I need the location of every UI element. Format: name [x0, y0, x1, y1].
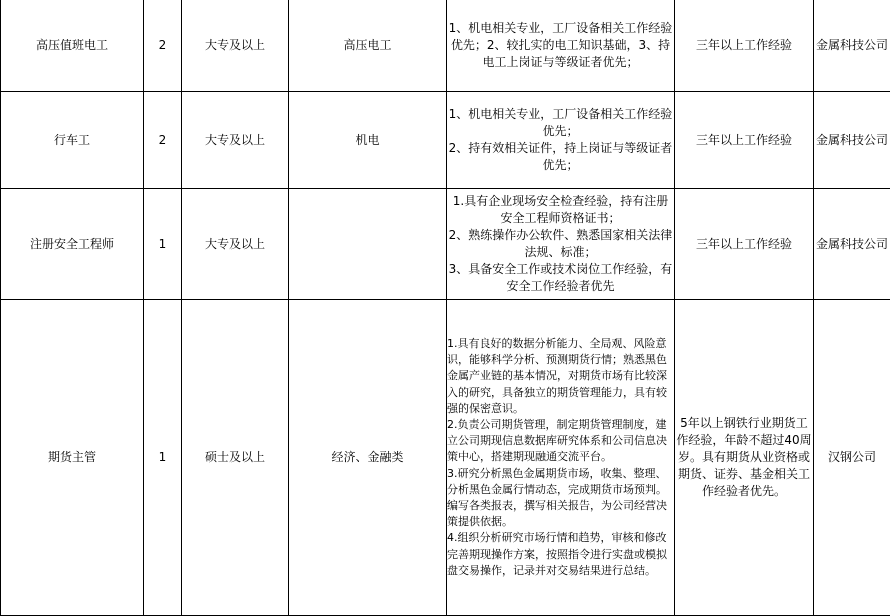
job-requirements: [447, 300, 675, 616]
requirement-item: 4.组织分析研究市场行情和趋势，审核和修改完善期现操作方案，按照指令进行实盘或模拟盘交易操作，记录并对交易结果进行总结。: [447, 530, 674, 579]
headcount: 1: [144, 300, 182, 616]
table-row: [1, 92, 890, 189]
table-row: [1, 189, 890, 300]
experience-requirement: 三年以上工作经验: [675, 92, 814, 189]
requirement-item: 2、熟练操作办公软件、熟悉国家相关法律法规、标准；: [447, 227, 674, 261]
major-requirement: 经济、金融类: [289, 300, 447, 616]
job-requirements: [447, 0, 675, 92]
requirement-item: 2.负责公司期货管理，制定期货管理制度，建立公司期现信息数据库研究体系和公司信息决策中心，搭建期现融通交流平台。: [447, 417, 674, 466]
requirement-item: 1、机电相关专业，工厂设备相关工作经验优先；: [447, 106, 674, 140]
headcount: 1: [144, 189, 182, 300]
hiring-company: 金属科技公司: [814, 189, 890, 300]
experience-requirement: 三年以上工作经验: [675, 0, 814, 92]
position-title: 高压值班电工: [1, 0, 144, 92]
position-title: 期货主管: [1, 300, 144, 616]
job-requirements: [447, 189, 675, 300]
major-requirement: 机电: [289, 92, 447, 189]
education-requirement: 大专及以上: [182, 0, 289, 92]
education-requirement: 大专及以上: [182, 189, 289, 300]
major-requirement: 高压电工: [289, 0, 447, 92]
requirement-item: 1、机电相关专业，工厂设备相关工作经验优先；2、较扎实的电工知识基础，3、持电工上岗证与等级证者优先；: [447, 20, 674, 71]
headcount: 2: [144, 0, 182, 92]
job-requirements: [447, 92, 675, 189]
requirement-item: 1.具有良好的数据分析能力、全局观、风险意识，能够科学分析、预测期货行情；熟悉黑色金属产业链的基本情况，对期货市场有比较深入的研究，具备独立的期货管理能力，具有较强的保密意识。: [447, 336, 674, 417]
table-row: [1, 300, 890, 616]
hiring-company: 金属科技公司: [814, 92, 890, 189]
requirement-item: 3.研究分析黑色金属期货市场，收集、整理、分析黑色金属行情动态，完成期货市场预判。编写各类报表，撰写相关报告，为公司经营决策提供依据。: [447, 466, 674, 531]
position-title: 注册安全工程师: [1, 189, 144, 300]
education-requirement: 大专及以上: [182, 92, 289, 189]
experience-requirement: 5年以上钢铁行业期货工作经验，年龄不超过40周岁。具有期货从业资格或期货、证券、基金相关工作经验者优先。: [675, 300, 814, 616]
requirement-item: 1.具有企业现场安全检查经验，持有注册安全工程师资格证书；: [447, 193, 674, 227]
table-row: [1, 0, 890, 92]
education-requirement: 硕士及以上: [182, 300, 289, 616]
headcount: 2: [144, 92, 182, 189]
requirement-item: 2、持有效相关证件，持上岗证与等级证者优先；: [447, 140, 674, 174]
hiring-company: 金属科技公司: [814, 0, 890, 92]
major-requirement: [289, 189, 447, 300]
requirement-item: 3、具备安全工作或技术岗位工作经验，有安全工作经验者优先: [447, 261, 674, 295]
experience-requirement: 三年以上工作经验: [675, 189, 814, 300]
hiring-company: 汉钢公司: [814, 300, 890, 616]
position-title: 行车工: [1, 92, 144, 189]
